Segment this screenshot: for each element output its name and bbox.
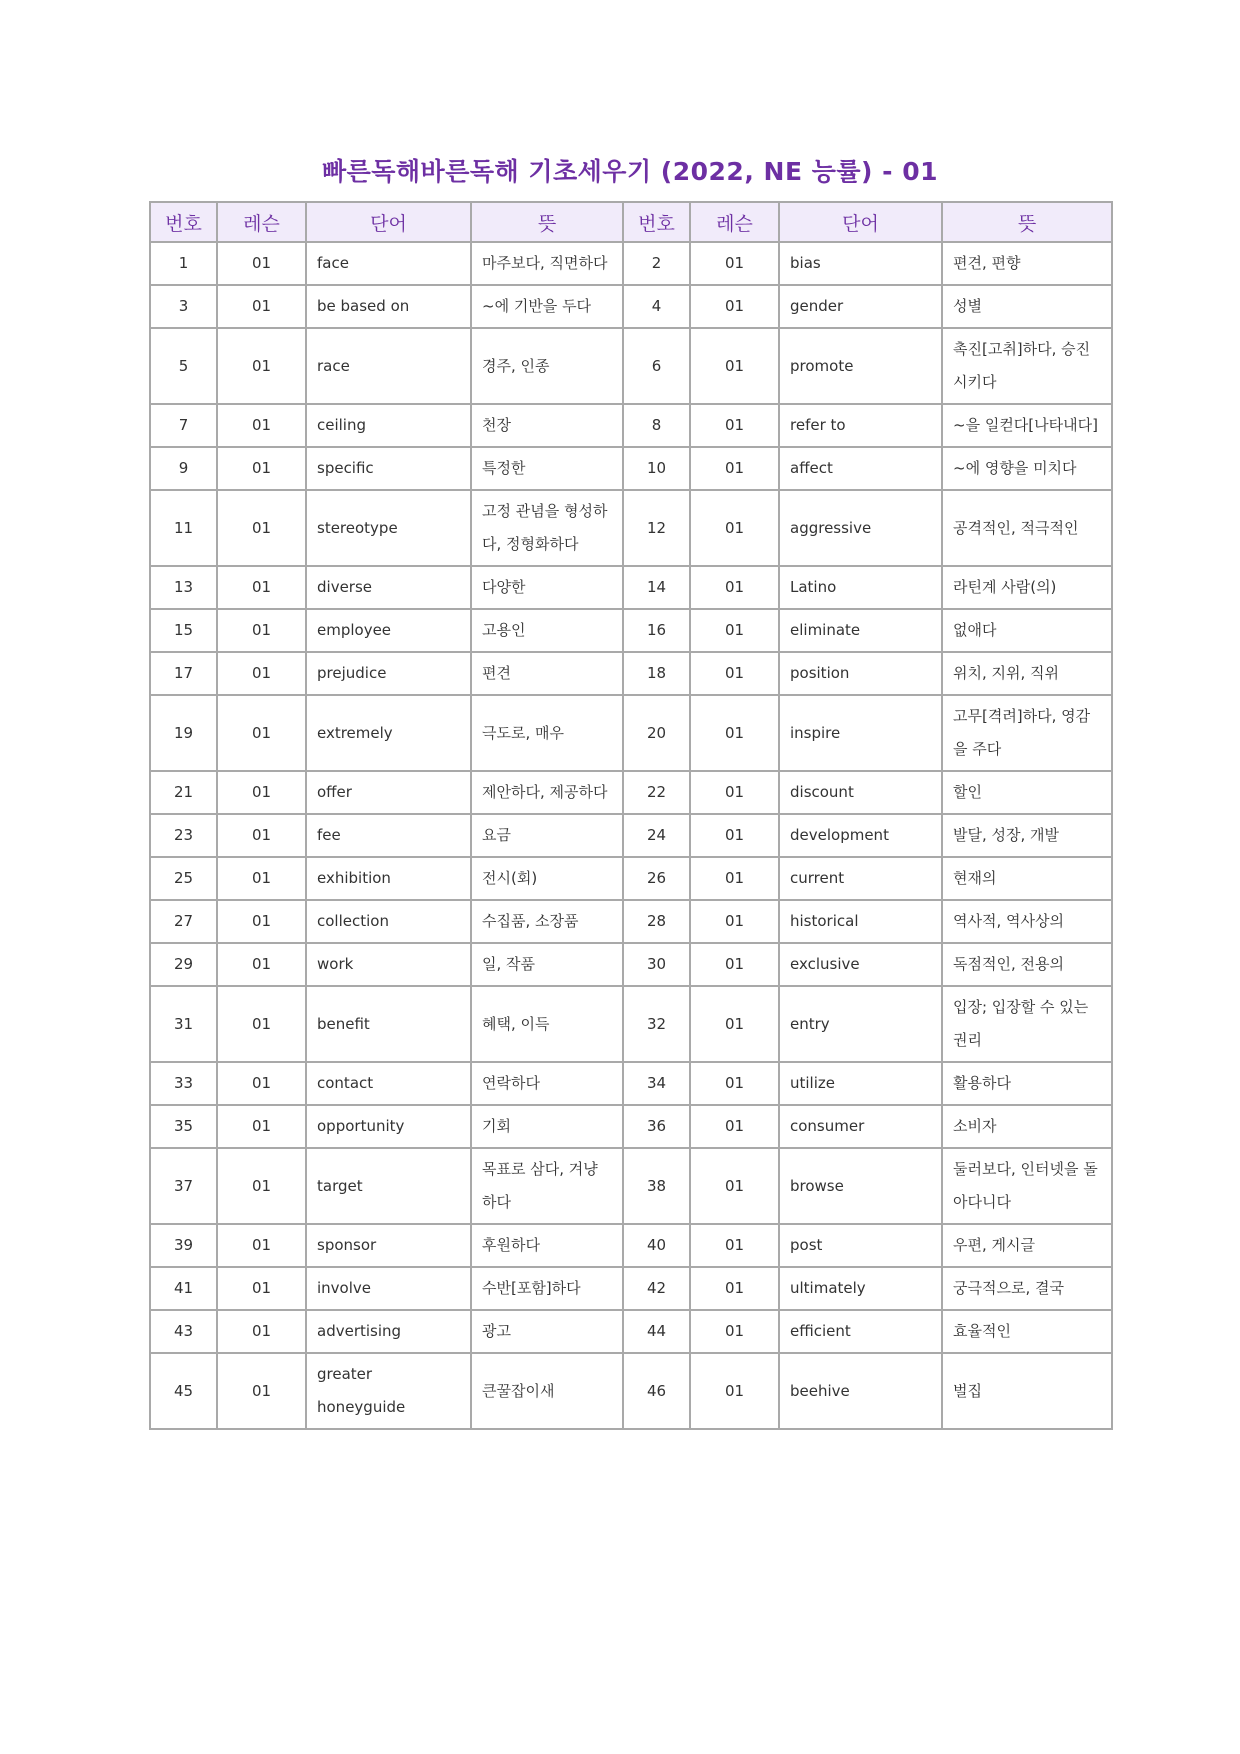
header-word: 단어 xyxy=(306,202,471,242)
entry-meaning: 극도로, 매우 xyxy=(471,695,623,771)
table-header-row xyxy=(150,202,1112,242)
entry-meaning: 경주, 인종 xyxy=(471,328,623,404)
entry-number: 44 xyxy=(623,1310,690,1353)
entry-lesson: 01 xyxy=(217,490,306,566)
entry-number: 25 xyxy=(150,857,217,900)
page-title: 빠른독해바른독해 기초세우기 (2022, NE 능률) - 01 xyxy=(321,157,939,186)
entry-lesson: 01 xyxy=(217,1353,306,1429)
vocabulary-table xyxy=(149,201,1113,1430)
entry-word: beehive xyxy=(779,1353,942,1429)
entry-lesson: 01 xyxy=(690,404,779,447)
entry-word: bias xyxy=(779,242,942,285)
entry-word: exhibition xyxy=(306,857,471,900)
entry-meaning: 목표로 삼다, 겨냥하다 xyxy=(471,1148,623,1224)
entry-word: diverse xyxy=(306,566,471,609)
entry-word: position xyxy=(779,652,942,695)
header-number: 번호 xyxy=(623,202,690,242)
entry-word: ultimately xyxy=(779,1267,942,1310)
entry-meaning: 편견, 편향 xyxy=(942,242,1112,285)
entry-number: 38 xyxy=(623,1148,690,1224)
header-lesson: 레슨 xyxy=(690,202,779,242)
entry-meaning: 역사적, 역사상의 xyxy=(942,900,1112,943)
entry-lesson: 01 xyxy=(690,695,779,771)
table-row xyxy=(150,242,1112,285)
entry-number: 30 xyxy=(623,943,690,986)
entry-meaning: 기회 xyxy=(471,1105,623,1148)
entry-lesson: 01 xyxy=(217,1267,306,1310)
entry-word: offer xyxy=(306,771,471,814)
entry-lesson: 01 xyxy=(690,1267,779,1310)
entry-number: 31 xyxy=(150,986,217,1062)
entry-meaning: 편견 xyxy=(471,652,623,695)
entry-meaning: 요금 xyxy=(471,814,623,857)
entry-word: work xyxy=(306,943,471,986)
entry-lesson: 01 xyxy=(217,242,306,285)
entry-number: 5 xyxy=(150,328,217,404)
entry-word: eliminate xyxy=(779,609,942,652)
entry-meaning: 벌집 xyxy=(942,1353,1112,1429)
entry-word: discount xyxy=(779,771,942,814)
entry-meaning: 입장; 입장할 수 있는 권리 xyxy=(942,986,1112,1062)
entry-number: 8 xyxy=(623,404,690,447)
entry-lesson: 01 xyxy=(690,609,779,652)
entry-meaning: 후원하다 xyxy=(471,1224,623,1267)
entry-word: involve xyxy=(306,1267,471,1310)
entry-number: 3 xyxy=(150,285,217,328)
entry-lesson: 01 xyxy=(690,285,779,328)
entry-lesson: 01 xyxy=(690,1353,779,1429)
entry-number: 21 xyxy=(150,771,217,814)
entry-number: 13 xyxy=(150,566,217,609)
entry-number: 14 xyxy=(623,566,690,609)
entry-meaning: 둘러보다, 인터넷을 돌아다니다 xyxy=(942,1148,1112,1224)
entry-lesson: 01 xyxy=(217,652,306,695)
entry-lesson: 01 xyxy=(690,943,779,986)
entry-meaning: 고무[격려]하다, 영감을 주다 xyxy=(942,695,1112,771)
entry-number: 22 xyxy=(623,771,690,814)
entry-number: 23 xyxy=(150,814,217,857)
entry-number: 32 xyxy=(623,986,690,1062)
entry-lesson: 01 xyxy=(690,900,779,943)
entry-number: 9 xyxy=(150,447,217,490)
entry-word: collection xyxy=(306,900,471,943)
table-row xyxy=(150,986,1112,1062)
entry-lesson: 01 xyxy=(217,900,306,943)
entry-lesson: 01 xyxy=(217,986,306,1062)
entry-number: 40 xyxy=(623,1224,690,1267)
entry-lesson: 01 xyxy=(690,652,779,695)
entry-meaning: 우편, 게시글 xyxy=(942,1224,1112,1267)
entry-lesson: 01 xyxy=(217,943,306,986)
entry-word: benefit xyxy=(306,986,471,1062)
entry-number: 18 xyxy=(623,652,690,695)
entry-word: refer to xyxy=(779,404,942,447)
entry-meaning: 수집품, 소장품 xyxy=(471,900,623,943)
entry-word: aggressive xyxy=(779,490,942,566)
table-row xyxy=(150,566,1112,609)
entry-number: 7 xyxy=(150,404,217,447)
table-row xyxy=(150,609,1112,652)
entry-lesson: 01 xyxy=(217,609,306,652)
entry-meaning: 라틴계 사람(의) xyxy=(942,566,1112,609)
entry-meaning: ~을 일컫다[나타내다] xyxy=(942,404,1112,447)
entry-lesson: 01 xyxy=(217,1062,306,1105)
entry-meaning: 큰꿀잡이새 xyxy=(471,1353,623,1429)
entry-lesson: 01 xyxy=(217,566,306,609)
entry-number: 37 xyxy=(150,1148,217,1224)
table-row xyxy=(150,814,1112,857)
entry-number: 34 xyxy=(623,1062,690,1105)
entry-meaning: ~에 영향을 미치다 xyxy=(942,447,1112,490)
entry-meaning: 없애다 xyxy=(942,609,1112,652)
entry-number: 41 xyxy=(150,1267,217,1310)
entry-number: 12 xyxy=(623,490,690,566)
entry-number: 16 xyxy=(623,609,690,652)
entry-lesson: 01 xyxy=(690,1310,779,1353)
entry-lesson: 01 xyxy=(217,447,306,490)
entry-word: prejudice xyxy=(306,652,471,695)
table-row xyxy=(150,857,1112,900)
entry-number: 19 xyxy=(150,695,217,771)
entry-meaning: 효율적인 xyxy=(942,1310,1112,1353)
entry-word: historical xyxy=(779,900,942,943)
entry-lesson: 01 xyxy=(217,1310,306,1353)
entry-lesson: 01 xyxy=(217,1224,306,1267)
table-row xyxy=(150,447,1112,490)
header-number: 번호 xyxy=(150,202,217,242)
entry-meaning: 고용인 xyxy=(471,609,623,652)
entry-number: 24 xyxy=(623,814,690,857)
entry-word: consumer xyxy=(779,1105,942,1148)
entry-meaning: ~에 기반을 두다 xyxy=(471,285,623,328)
entry-word: sponsor xyxy=(306,1224,471,1267)
entry-meaning: 발달, 성장, 개발 xyxy=(942,814,1112,857)
entry-meaning: 현재의 xyxy=(942,857,1112,900)
entry-meaning: 다양한 xyxy=(471,566,623,609)
entry-lesson: 01 xyxy=(217,857,306,900)
entry-number: 4 xyxy=(623,285,690,328)
entry-word: stereotype xyxy=(306,490,471,566)
table-row xyxy=(150,943,1112,986)
entry-number: 10 xyxy=(623,447,690,490)
entry-lesson: 01 xyxy=(690,1105,779,1148)
table-row xyxy=(150,328,1112,404)
entry-lesson: 01 xyxy=(690,1148,779,1224)
entry-lesson: 01 xyxy=(217,814,306,857)
table-row xyxy=(150,695,1112,771)
table-row xyxy=(150,1353,1112,1429)
entry-meaning: 연락하다 xyxy=(471,1062,623,1105)
entry-word: fee xyxy=(306,814,471,857)
entry-word: target xyxy=(306,1148,471,1224)
entry-word: development xyxy=(779,814,942,857)
entry-word: contact xyxy=(306,1062,471,1105)
entry-lesson: 01 xyxy=(690,814,779,857)
table-row xyxy=(150,1062,1112,1105)
table-row xyxy=(150,652,1112,695)
entry-lesson: 01 xyxy=(690,328,779,404)
entry-word: inspire xyxy=(779,695,942,771)
header-lesson: 레슨 xyxy=(217,202,306,242)
entry-meaning: 전시(회) xyxy=(471,857,623,900)
entry-word: ceiling xyxy=(306,404,471,447)
table-row xyxy=(150,900,1112,943)
entry-word: face xyxy=(306,242,471,285)
entry-word: efficient xyxy=(779,1310,942,1353)
entry-meaning: 궁극적으로, 결국 xyxy=(942,1267,1112,1310)
entry-word: extremely xyxy=(306,695,471,771)
table-row xyxy=(150,1105,1112,1148)
entry-word: advertising xyxy=(306,1310,471,1353)
entry-meaning: 소비자 xyxy=(942,1105,1112,1148)
entry-word: opportunity xyxy=(306,1105,471,1148)
entry-number: 6 xyxy=(623,328,690,404)
header-meaning: 뜻 xyxy=(942,202,1112,242)
entry-number: 26 xyxy=(623,857,690,900)
entry-meaning: 특정한 xyxy=(471,447,623,490)
entry-number: 45 xyxy=(150,1353,217,1429)
table-row xyxy=(150,1224,1112,1267)
entry-word: greater honeyguide xyxy=(306,1353,471,1429)
entry-lesson: 01 xyxy=(217,771,306,814)
entry-lesson: 01 xyxy=(217,1105,306,1148)
entry-word: current xyxy=(779,857,942,900)
entry-word: gender xyxy=(779,285,942,328)
entry-meaning: 혜택, 이득 xyxy=(471,986,623,1062)
entry-lesson: 01 xyxy=(690,986,779,1062)
entry-number: 43 xyxy=(150,1310,217,1353)
entry-meaning: 성별 xyxy=(942,285,1112,328)
entry-lesson: 01 xyxy=(690,1062,779,1105)
header-word: 단어 xyxy=(779,202,942,242)
table-row xyxy=(150,1310,1112,1353)
entry-word: promote xyxy=(779,328,942,404)
entry-word: post xyxy=(779,1224,942,1267)
entry-lesson: 01 xyxy=(217,285,306,328)
entry-word: utilize xyxy=(779,1062,942,1105)
entry-meaning: 공격적인, 적극적인 xyxy=(942,490,1112,566)
entry-meaning: 천장 xyxy=(471,404,623,447)
header-meaning: 뜻 xyxy=(471,202,623,242)
table-row xyxy=(150,771,1112,814)
entry-number: 36 xyxy=(623,1105,690,1148)
entry-meaning: 수반[포함]하다 xyxy=(471,1267,623,1310)
entry-meaning: 촉진[고취]하다, 승진시키다 xyxy=(942,328,1112,404)
entry-word: browse xyxy=(779,1148,942,1224)
entry-number: 28 xyxy=(623,900,690,943)
entry-lesson: 01 xyxy=(217,328,306,404)
entry-number: 1 xyxy=(150,242,217,285)
entry-number: 46 xyxy=(623,1353,690,1429)
entry-number: 17 xyxy=(150,652,217,695)
entry-meaning: 광고 xyxy=(471,1310,623,1353)
entry-lesson: 01 xyxy=(690,1224,779,1267)
entry-word: be based on xyxy=(306,285,471,328)
table-row xyxy=(150,490,1112,566)
entry-number: 15 xyxy=(150,609,217,652)
entry-lesson: 01 xyxy=(690,857,779,900)
entry-number: 39 xyxy=(150,1224,217,1267)
entry-meaning: 고정 관념을 형성하다, 정형화하다 xyxy=(471,490,623,566)
entry-lesson: 01 xyxy=(690,447,779,490)
entry-number: 33 xyxy=(150,1062,217,1105)
entry-number: 42 xyxy=(623,1267,690,1310)
table-row xyxy=(150,285,1112,328)
entry-lesson: 01 xyxy=(690,771,779,814)
entry-number: 27 xyxy=(150,900,217,943)
entry-word: affect xyxy=(779,447,942,490)
entry-number: 11 xyxy=(150,490,217,566)
entry-meaning: 위치, 지위, 직위 xyxy=(942,652,1112,695)
table-row xyxy=(150,1148,1112,1224)
entry-meaning: 일, 작품 xyxy=(471,943,623,986)
entry-lesson: 01 xyxy=(690,490,779,566)
entry-meaning: 할인 xyxy=(942,771,1112,814)
entry-number: 35 xyxy=(150,1105,217,1148)
entry-meaning: 활용하다 xyxy=(942,1062,1112,1105)
table-row xyxy=(150,1267,1112,1310)
entry-meaning: 제안하다, 제공하다 xyxy=(471,771,623,814)
entry-lesson: 01 xyxy=(217,404,306,447)
entry-word: employee xyxy=(306,609,471,652)
entry-meaning: 마주보다, 직면하다 xyxy=(471,242,623,285)
entry-number: 2 xyxy=(623,242,690,285)
entry-lesson: 01 xyxy=(217,1148,306,1224)
entry-word: race xyxy=(306,328,471,404)
entry-word: Latino xyxy=(779,566,942,609)
entry-number: 29 xyxy=(150,943,217,986)
entry-word: entry xyxy=(779,986,942,1062)
entry-word: specific xyxy=(306,447,471,490)
entry-meaning: 독점적인, 전용의 xyxy=(942,943,1112,986)
entry-word: exclusive xyxy=(779,943,942,986)
entry-number: 20 xyxy=(623,695,690,771)
entry-lesson: 01 xyxy=(690,566,779,609)
table-row xyxy=(150,404,1112,447)
entry-lesson: 01 xyxy=(690,242,779,285)
entry-lesson: 01 xyxy=(217,695,306,771)
